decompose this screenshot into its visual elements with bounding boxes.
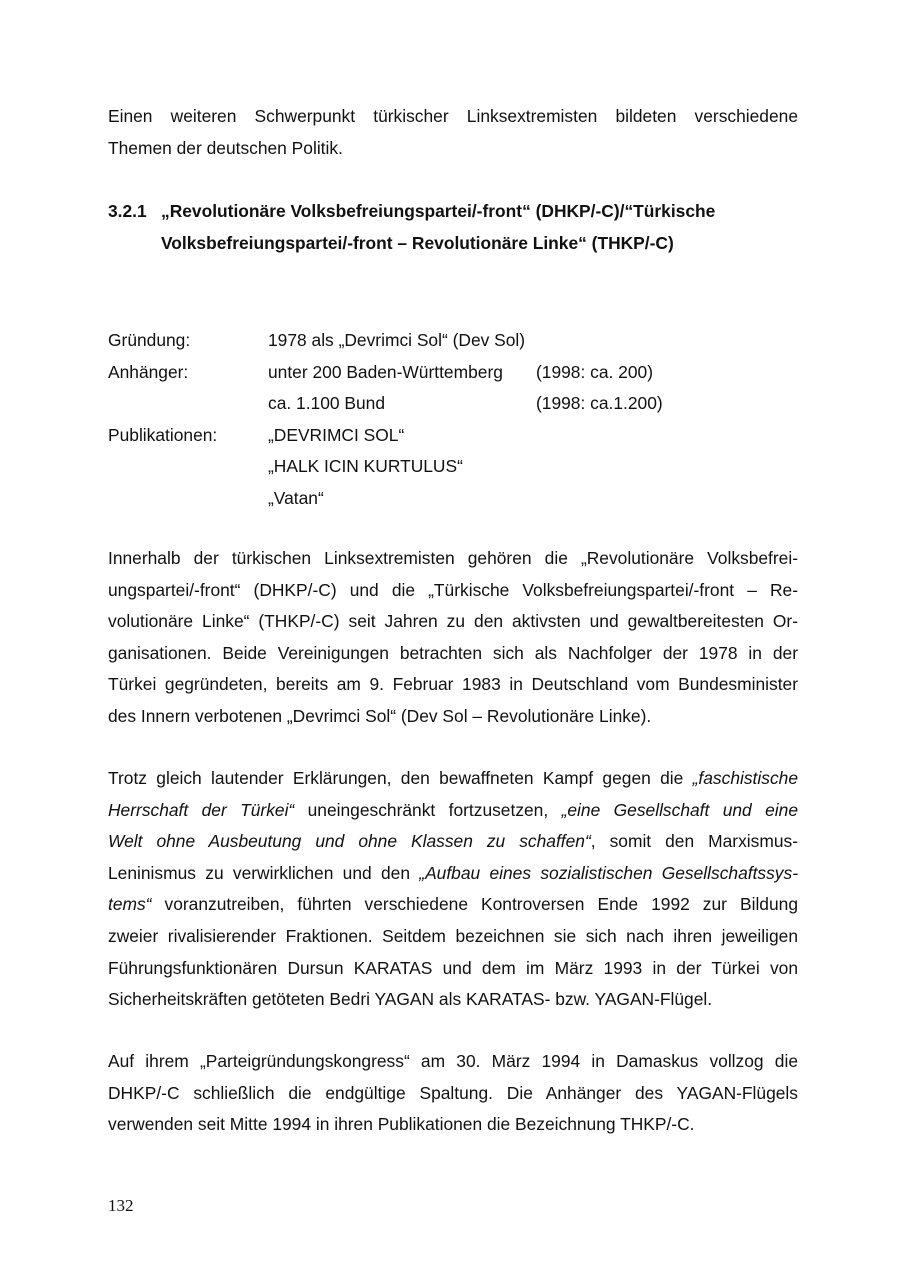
supporters-federal-1998: (1998: ca.1.200) <box>536 393 663 414</box>
facts-row-publication-2 <box>108 451 798 483</box>
section-title-line-2: Volksbefreiungspartei/-front – Revolutionäre Linke“ (THKP/-C) <box>161 232 674 253</box>
facts-row-supporters-federal <box>108 388 798 420</box>
publications-label: Publikationen: <box>108 424 218 445</box>
italic-quote: Herrschaft der Türkei“ <box>108 799 295 820</box>
text-run: uneingeschränkt fortzusetzen, <box>294 799 562 820</box>
paragraph-2-line-7: Führungsfunktionären Dursun KARATAS und dem im März 1993 in der Türkei von <box>108 957 798 978</box>
facts-table <box>108 325 798 515</box>
text-run: voranzutreiben, führten verschiedene Kontroversen Ende 1992 zur Bildung <box>151 894 798 915</box>
italic-quote: „faschistische <box>692 768 798 788</box>
paragraph-1-line: Türkei gegründeten, bereits am 9. Februar 1983 in Deutschland vom Bundesminister <box>108 674 798 695</box>
facts-row-publication-3 <box>108 483 798 515</box>
supporters-federal-value: ca. 1.100 Bund <box>268 393 385 414</box>
paragraph-2 <box>108 763 798 1016</box>
publication-item: „Vatan“ <box>268 487 324 508</box>
paragraph-3-line: Auf ihrem „Parteigründungskongress“ am 30. März 1994 in Damaskus vollzog die <box>108 1051 798 1071</box>
facts-row-supporters-bw <box>108 357 798 389</box>
italic-quote: Welt ohne Ausbeutung und ohne Klassen zu schaffen“ <box>108 831 591 852</box>
text-run: Leninismus zu verwirklichen und den <box>108 862 420 883</box>
italic-quote: „Aufbau eines sozialistischen Gesellschaftssys- <box>419 862 798 883</box>
section-title-line-1: „Revolutionäre Volksbefreiungspartei/-front“ (DHKP/-C)/“Türkische <box>161 201 716 221</box>
paragraph-2-line-2 <box>108 795 798 827</box>
paragraph-2-line-5 <box>108 889 798 921</box>
paragraph-3-line: verwenden seit Mitte 1994 in ihren Publikationen die Bezeichnung THKP/-C. <box>108 1114 695 1135</box>
paragraph-2-line-3 <box>108 826 798 858</box>
paragraph-2-line-8: Sicherheitskräften getöteten Bedri YAGAN als KARATAS- bzw. YAGAN-Flügel. <box>108 989 713 1010</box>
italic-quote: „eine Gesellschaft und eine <box>561 799 798 820</box>
publication-item: „DEVRIMCI SOL“ <box>268 424 405 445</box>
paragraph-2-line-1 <box>108 763 798 795</box>
facts-row-founding <box>108 325 798 357</box>
paragraph-1-line: Innerhalb der türkischen Linksextremisten gehören die „Revolutionäre Volksbefrei- <box>108 548 798 568</box>
founding-value: 1978 als „Devrimci Sol“ (Dev Sol) <box>268 330 526 350</box>
paragraph-1-line: volutionäre Linke“ (THKP/-C) seit Jahren zu den aktivsten und gewaltbereitesten Or- <box>108 611 798 632</box>
supporters-bw-1998: (1998: ca. 200) <box>536 361 653 382</box>
facts-row-publication-1 <box>108 420 798 452</box>
text-run: , somit den Marxismus- <box>590 831 798 852</box>
section-number: 3.2.1 <box>108 201 147 221</box>
supporters-bw-value: unter 200 Baden-Württemberg <box>268 361 503 382</box>
intro-paragraph <box>108 101 798 164</box>
intro-line-1: Einen weiteren Schwerpunkt türkischer Linksextremisten bildeten verschiedene <box>108 106 798 126</box>
paragraph-1 <box>108 543 798 733</box>
publication-item: „HALK ICIN KURTULUS“ <box>268 456 463 477</box>
paragraph-3 <box>108 1046 798 1141</box>
paragraph-2-line-6: zweier rivalisierender Fraktionen. Seitdem bezeichnen sie sich nach ihren jeweiligen <box>108 925 798 946</box>
paragraph-1-line: ungspartei/-front“ (DHKP/-C) und die „Türkische Volksbefreiungspartei/-front – Re- <box>108 579 798 600</box>
text-run: Trotz gleich lautender Erklärungen, den bewaffneten Kampf gegen die <box>108 768 693 788</box>
intro-line-2: Themen der deutschen Politik. <box>108 137 343 158</box>
page-number: 132 <box>108 1196 134 1215</box>
italic-quote: tems“ <box>108 894 152 915</box>
paragraph-1-line: des Innern verbotenen „Devrimci Sol“ (Dev Sol – Revolutionäre Linke). <box>108 705 652 726</box>
founding-label: Gründung: <box>108 330 191 350</box>
paragraph-1-line: ganisationen. Beide Vereinigungen betrachten sich als Nachfolger der 1978 in der <box>108 642 798 663</box>
supporters-label: Anhänger: <box>108 361 189 382</box>
paragraph-2-line-4 <box>108 858 798 890</box>
paragraph-3-line: DHKP/-C schließlich die endgültige Spaltung. Die Anhänger des YAGAN-Flügels <box>108 1082 798 1103</box>
